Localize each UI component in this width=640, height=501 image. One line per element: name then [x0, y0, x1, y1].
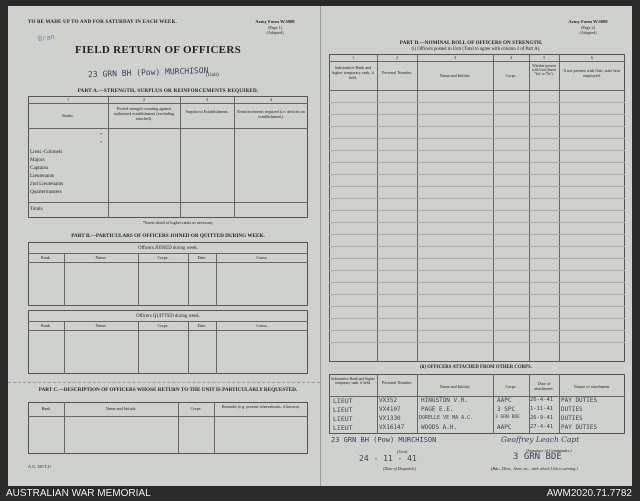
roll-col2-num: 2 — [395, 55, 399, 60]
part-a-posted-header: Posted strength counting against authorised establishment (excluding attached). — [113, 106, 175, 121]
roll-col-employed: If not present with Unit, state how employed. — [563, 68, 621, 78]
att-row2-date: 1-11-41 — [530, 406, 554, 412]
part-c-col-rank: Rank — [41, 406, 51, 411]
part-c-col-remarks: Remarks (e.g. present whereabouts, if known). — [221, 404, 301, 409]
unit-label-bottom: (Unit). — [397, 449, 409, 454]
despatch-date-label: (Date of Despatch.) — [383, 466, 417, 471]
part-a-surplus-header: Surplus to Establishment. — [185, 109, 229, 114]
part-d-sub-2: (ii) OFFICERS ATTACHED FROM OTHER CORPS. — [420, 365, 532, 370]
rank-captains: Captains — [30, 165, 49, 171]
part-c-col-name: Name and Initials. — [105, 406, 137, 411]
top-note: TO BE MADE UP TO AND FOR SATURDAY IN EACH WEEK. — [28, 20, 178, 25]
roll-col4-num: 4 — [509, 55, 513, 60]
part-a-col3-num: 3 — [205, 97, 209, 102]
att-row3-date: 26-9-41 — [530, 415, 554, 421]
quitted-label: Officers QUITTED during week. — [136, 314, 200, 319]
printer-mark: A.G. 350 T.U. — [28, 464, 52, 469]
quitted-col-corps: Corps. — [157, 323, 169, 328]
att-row2-number: VX4107 — [379, 406, 401, 413]
adapted-right: (Adapted) — [579, 30, 597, 35]
part-a-ranks-header: Ranks. — [62, 113, 74, 118]
rank-majors: Majors — [30, 157, 45, 163]
joined-col-date: Date. — [197, 255, 207, 260]
joined-col-rank: Rank. — [41, 255, 51, 260]
att-col-corps: Corps. — [505, 384, 517, 389]
att-row1-nature: PAY DUTIES — [561, 397, 598, 404]
page-right: (Page 2) — [580, 25, 596, 30]
part-a-col4-num: 4 — [269, 97, 273, 102]
att-row1-rank: LIEUT — [333, 397, 353, 405]
part-c-col-corps: Corps. — [190, 406, 202, 411]
roll-col-number: Personal Number. — [381, 70, 412, 75]
joined-col-name: Name. — [95, 255, 107, 260]
roll-col-rank: Substantive Rank and higher temporary rank, if held. — [331, 65, 375, 80]
att-col-name: Name and Initials. — [439, 384, 471, 389]
joined-col-corps: Corps. — [157, 255, 169, 260]
brigade-label: (Bde., Divn., Area, etc., with which Unit is serving.) — [491, 466, 578, 471]
att-row2-nature: DUTIES — [561, 406, 583, 413]
joined-table — [28, 242, 308, 306]
quitted-col-cause: Cause. — [256, 323, 268, 328]
att-row4-name: WOODS A.H. — [421, 424, 458, 431]
nominal-roll-table — [329, 54, 625, 362]
att-col-nature: Nature of attachment. — [573, 384, 611, 389]
roll-col3-num: 3 — [453, 55, 457, 60]
att-row1-name: HINGSTON V.R. — [421, 397, 468, 404]
despatch-date: 24 - 11 - 41 — [359, 454, 417, 463]
form-title: FIELD RETURN OF OFFICERS — [74, 44, 241, 56]
rank-lieutenants: Lieutenants — [30, 173, 55, 179]
right-page — [320, 6, 632, 486]
quitted-table — [28, 310, 308, 374]
att-row4-number: VX16147 — [379, 424, 405, 431]
quitted-col-rank: Rank. — [41, 323, 51, 328]
part-a-heading: PART A.—STRENGTH, SURPLUS OR REINFORCEMENTS REQUIRED. — [77, 88, 259, 94]
quitted-col-name: Name. — [95, 323, 107, 328]
att-row1-number: VX352 — [379, 397, 398, 404]
att-row2-rank: LIEUT — [333, 406, 353, 414]
unit-label: (Unit) — [206, 72, 219, 78]
att-col-date: Date of attachment. — [534, 381, 554, 391]
roll-col6-num: 6 — [590, 55, 594, 60]
quitted-col-date: Date. — [197, 323, 207, 328]
unit-handwritten: 23 GRN BH (Pow) MURCHISON — [87, 65, 209, 80]
signature: Geoffrey Leach Capt — [501, 435, 580, 444]
att-row3-corps: 3 GRN BDE — [495, 415, 520, 420]
att-row3-nature: DUTIES — [561, 415, 583, 422]
part-c-heading: PART C.—DESCRIPTION OF OFFICERS WHOSE RETURN TO THE UNIT IS PARTICULARLY REQUESTED. — [38, 387, 298, 393]
att-row1-date: 26-4-41 — [530, 397, 554, 403]
joined-col-cause: Cause. — [256, 255, 268, 260]
page-left: (Page 1) — [267, 25, 283, 30]
roll-col-name: Name and Initials. — [439, 73, 471, 78]
att-col-number: Personal Number. — [381, 380, 412, 385]
att-row3-name: DORELLE VE MA A.C. — [419, 415, 474, 421]
brigade-hand: 3 GRN BDE — [513, 452, 562, 462]
handwritten-stamp: Bran — [37, 32, 56, 44]
att-row3-rank: LIEUT — [333, 415, 353, 423]
form-sheet — [8, 6, 632, 486]
att-row1-corps: AAPC — [497, 397, 512, 404]
adapted-left: (Adapted) — [266, 30, 284, 35]
rank-2nd-lieutenants: 2nd Lieutenants — [30, 181, 64, 187]
att-row3-number: VX1330 — [379, 415, 401, 422]
part-b-heading: PART B.—PARTICULARS OF OFFICERS JOINED OR QUITTED DURING WEEK. — [71, 233, 265, 239]
rank-lt-col: Lieut.-Colonels — [30, 149, 63, 155]
att-row2-name: PAGE E.E. — [421, 406, 454, 413]
part-d-sub-1: (i) Officers posted to Unit (Total to agree with column 2 of Part A). — [411, 47, 541, 52]
joined-label: Officers JOINED during week. — [138, 246, 198, 251]
part-a-col2-num: 2 — [142, 97, 146, 102]
att-row2-corps: 3 SPC — [497, 406, 516, 413]
rank-quartermasters: Quartermasters — [30, 189, 62, 195]
part-a-col1-num: 1 — [66, 97, 70, 102]
army-form-right: Army Form W.3008 — [568, 19, 608, 24]
att-row4-corps: AAPC — [497, 424, 512, 431]
roll-col-corps: Corps. — [505, 73, 517, 78]
footer-right: AWM2020.71.7782 — [546, 488, 632, 499]
roll-col5-num: 5 — [542, 55, 546, 60]
att-row4-nature: PAY DUTIES — [561, 424, 598, 431]
army-form-left: Army Form W.3008 — [255, 19, 295, 24]
part-a-reinf-header: Reinforcements required (i.e. deficits on establishment). — [237, 109, 305, 119]
roll-col1-num: 1 — [351, 55, 355, 60]
att-row4-rank: LIEUT — [333, 424, 353, 432]
rank-totals: Totals — [30, 206, 43, 212]
left-page: TO BE MADE UP TO AND FOR SATURDAY IN EACH WEEK. Army Form W.3008 (Page 1) (Adapted) Bran FIELD RETURN OF OFFICERS 23 GRN BH (Pow) MURCHISON (Unit) PART A.—STRENGTH, SURPLUS OR REINFORCEMENTS REQUIRED. 1 2 3 4 Ranks. Posted strength counting against authorised establishment (excluding attached). Surplus to Establishment. Reinforcements required (i.e. deficits on establishment). * * Lieut.-Colonels Majors Captains Lieutenants 2nd Lieutenants Quartermasters Totals *Insert detail of higher ranks as necessary PART B.—PARTICULARS OF OFFICERS JOINED OR QUITTED DURING WEEK. Officers JOINED during week. Rank. Name. Corps. Date. Cause. Officers QUITTED during week. Rank. Name. Corps. Date. Cause. PART C.—DESCRIPTION OF OFFICERS WHOSE RETURN TO THE UNIT IS PARTICULARLY REQUESTED. Rank Name and Initials. Corps. Remarks (e.g. present whereabouts, if known). A.G. 350 T.U. — [8, 6, 320, 486]
att-col-rank: Substantive Rank and higher temporary rank, if held. — [331, 377, 375, 386]
part-d-heading: PART D.—NOMINAL ROLL OF OFFICERS ON STRENGTH. — [399, 40, 543, 46]
footer-left: AUSTRALIAN WAR MEMORIAL — [6, 488, 151, 499]
unit-hand-bottom: 23 GRN BH (Pow) MURCHISON — [331, 436, 437, 444]
roll-col-present: Whether present with Unit (Insert 'Yes' or 'No'). — [532, 64, 556, 77]
signature-label: (Signature of Commander.) — [526, 448, 572, 453]
att-row4-date: 27-4-41 — [530, 424, 554, 430]
part-a-note: *Insert detail of higher ranks as necessary — [142, 220, 214, 225]
footer-bar — [0, 488, 640, 501]
